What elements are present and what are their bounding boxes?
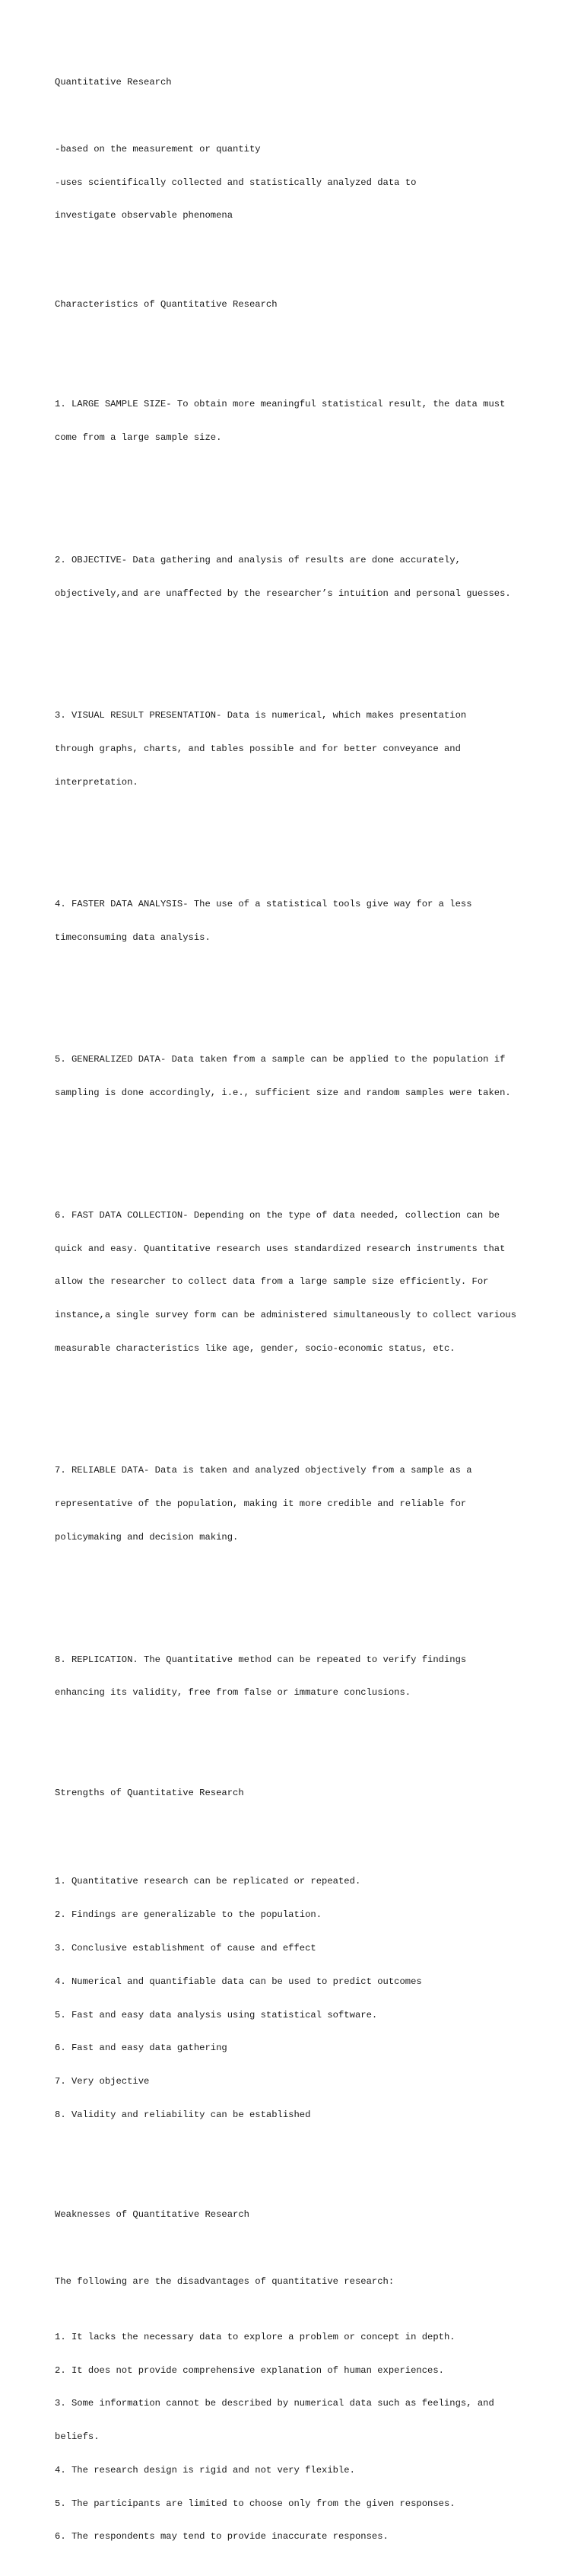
document-page — [55, 55, 541, 2576]
list-item: 6. The respondents may tend to provide inaccurate responses. — [55, 2531, 389, 2543]
list-item: 1. It lacks the necessary data to explore a problem or concept in depth. — [55, 2331, 455, 2342]
characteristic-item — [55, 1032, 541, 1121]
list-item: 5. Fast and easy data analysis using statistical software. — [55, 2009, 378, 2020]
characteristic-item — [55, 688, 541, 810]
strengths-list — [55, 1854, 541, 2142]
intro-line: -based on the measurement or quantity — [55, 143, 261, 154]
paragraph-line: timeconsuming data analysis. — [55, 931, 211, 943]
paragraph-line: 7. RELIABLE DATA- Data is taken and analyzed objectively from a sample as a — [55, 1465, 472, 1476]
paragraph-line: 4. FASTER DATA ANALYSIS- The use of a statistical tools give way for a less — [55, 899, 472, 910]
paragraph-line: measurable characteristics like age, gender, socio-economic status, etc. — [55, 1342, 455, 1354]
paragraph-line: through graphs, charts, and tables possible and for better conveyance and — [55, 743, 461, 754]
paragraph-line: 2. OBJECTIVE- Data gathering and analysis of results are done accurately, — [55, 554, 461, 565]
list-item: 4. The research design is rigid and not very flexible. — [55, 2464, 355, 2476]
paragraph-line: instance,a single survey form can be administered simultaneously to collect various — [55, 1310, 517, 1321]
weaknesses-intro: The following are the disadvantages of quantitative research: — [55, 2275, 395, 2287]
paragraph-line: sampling is done accordingly, i.e., sufficient size and random samples were taken. — [55, 1087, 511, 1099]
document-title: Quantitative Research — [55, 77, 172, 88]
paragraph-line: representative of the population, making it more credible and reliable for — [55, 1498, 467, 1510]
weaknesses-list — [55, 2310, 541, 2565]
paragraph-line: 1. LARGE SAMPLE SIZE- To obtain more meaningful statistical result, the data must — [55, 399, 506, 410]
paragraph-line: objectively,and are unaffected by the researcher’s intuition and personal guesses. — [55, 587, 511, 599]
list-item: 5. The participants are limited to choose only from the given responses. — [55, 2498, 455, 2509]
list-item: 8. Validity and reliability can be established — [55, 2109, 311, 2120]
paragraph-line: interpretation. — [55, 776, 138, 788]
list-item: 4. Numerical and quantifiable data can be used to predict outcomes — [55, 1976, 422, 1987]
paragraph-line: policymaking and decision making. — [55, 1531, 239, 1543]
list-item: 2. It does not provide comprehensive explanation of human experiences. — [55, 2364, 444, 2376]
list-item: 3. Conclusive establishment of cause and effect — [55, 1942, 316, 1953]
paragraph-line: 3. VISUAL RESULT PRESENTATION- Data is numerical, which makes presentation — [55, 710, 467, 721]
paragraph-line: come from a large sample size. — [55, 432, 222, 444]
characteristic-item — [55, 877, 541, 966]
intro-line: investigate observable phenomena — [55, 210, 233, 221]
characteristic-item — [55, 1188, 541, 1377]
list-item: 6. Fast and easy data gathering — [55, 2043, 227, 2054]
list-item: beliefs. — [55, 2431, 100, 2443]
list-item: 7. Very objective — [55, 2076, 150, 2087]
paragraph-line: 5. GENERALIZED DATA- Data taken from a sample can be applied to the population if — [55, 1054, 506, 1065]
paragraph-line: allow the researcher to collect data from a large sample size efficiently. For — [55, 1276, 489, 1288]
characteristic-item — [55, 533, 541, 622]
characteristic-item — [55, 1632, 541, 1721]
characteristics-heading: Characteristics of Quantitative Research — [55, 299, 278, 310]
paragraph-line: 6. FAST DATA COLLECTION- Depending on the type of data needed, collection can be — [55, 1209, 500, 1221]
strengths-heading: Strengths of Quantitative Research — [55, 1787, 244, 1798]
characteristic-item — [55, 377, 541, 466]
paragraph-line: 8. REPLICATION. The Quantitative method can be repeated to verify findings — [55, 1654, 467, 1665]
list-item: 1. Quantitative research can be replicated or repeated. — [55, 1876, 361, 1887]
list-item: 2. Findings are generalizable to the population. — [55, 1909, 322, 1921]
paragraph-line: quick and easy. Quantitative research uses standardized research instruments that — [55, 1243, 506, 1254]
intro-line: -uses scientifically collected and statistically analyzed data to — [55, 177, 417, 188]
characteristic-item — [55, 1443, 541, 1565]
weaknesses-heading: Weaknesses of Quantitative Research — [55, 2209, 249, 2221]
paragraph-line: enhancing its validity, free from false or immature conclusions. — [55, 1687, 411, 1699]
list-item: 3. Some information cannot be described by numerical data such as feelings, and — [55, 2398, 494, 2409]
